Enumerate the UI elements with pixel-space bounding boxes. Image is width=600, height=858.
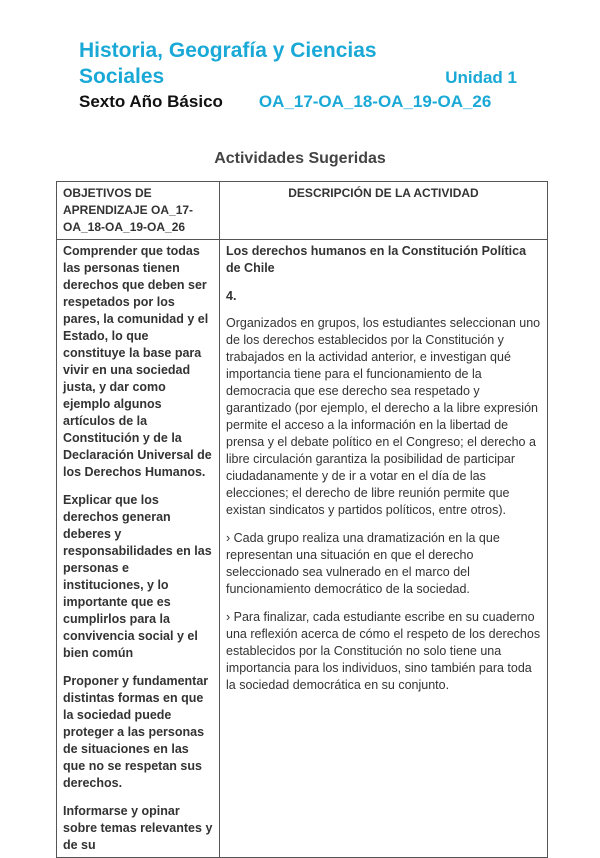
activities-table bbox=[56, 181, 548, 858]
activity-paragraph: › Para finalizar, cada estudiante escribe en su cuaderno una reflexión acerca de cómo el respeto de los derechos establecidos por la Constitución no solo tiene una importancia para los individuos, sino también para toda la sociedad democrática en su conjunto. bbox=[226, 610, 541, 692]
objective-item: Informarse y opinar sobre temas relevantes y de su bbox=[63, 804, 213, 852]
description-column-header: DESCRIPCIÓN DE LA ACTIVIDAD bbox=[220, 182, 548, 240]
table-header-row bbox=[57, 182, 548, 240]
activity-paragraph: Organizados en grupos, los estudiantes seleccionan uno de los derechos establecidos por la Constitución y trabajados en la actividad anterior, e investigan qué importancia tiene para el funcionamiento de la democracia que ese derecho sea respetado y garantizado (por ejemplo, el derecho a la libre expresión permite el acceso a la información en la libertad de prensa y el debate político en el Congreso; el derecho a libre circulación garantiza la posibilidad de participar ciudadanamente y de ir a votar en el día de las elecciones; el derecho de libre reunión permite que existan sindicatos y partidos políticos, entre otros). bbox=[226, 316, 541, 517]
activity-description-cell bbox=[220, 240, 548, 858]
subject-title-line-1: Historia, Geografía y Ciencias bbox=[79, 39, 377, 62]
objective-item: Explicar que los derechos generan deberes y responsabilidades en las personas e instituciones, y lo importante que es cumplirlos para la convivencia social y el bien común bbox=[63, 493, 212, 660]
objective-item: Proponer y fundamentar distintas formas en que la sociedad puede proteger a las personas de situaciones en las que no se respetan sus derechos. bbox=[63, 674, 209, 790]
document-header bbox=[79, 38, 539, 112]
grade-row bbox=[79, 92, 539, 112]
activity-title: Los derechos humanos en la Constitución Política de Chile bbox=[226, 244, 527, 275]
oa-codes: OA_17-OA_18-OA_19-OA_26 bbox=[258, 92, 492, 111]
unit-label: Unidad 1 bbox=[445, 68, 517, 87]
activity-number: 4. bbox=[226, 289, 237, 303]
subject-title-row bbox=[79, 64, 539, 90]
objectives-column-header: OBJETIVOS DE APRENDIZAJE OA_17-OA_18-OA_19-OA_26 bbox=[57, 182, 220, 240]
section-title: Actividades Sugeridas bbox=[214, 150, 386, 167]
activity-paragraph: › Cada grupo realiza una dramatización en la que representan una situación en que el derecho seleccionado sea vulnerado en el marco del funcionamiento democrático de la sociedad. bbox=[226, 531, 500, 596]
objective-item: Comprender que todas las personas tienen derechos que deben ser respetados por los pares, la comunidad y el Estado, lo que constituye la base para vivir en una sociedad justa, y dar como ejemplo algunos artículos de la Constitución y de la Declaración Universal de los Derechos Humanos. bbox=[63, 244, 212, 479]
table-row bbox=[57, 240, 548, 858]
subject-title-line-2: Sociales bbox=[79, 65, 165, 88]
grade-label: Sexto Año Básico bbox=[79, 92, 223, 111]
objectives-cell bbox=[57, 240, 220, 858]
